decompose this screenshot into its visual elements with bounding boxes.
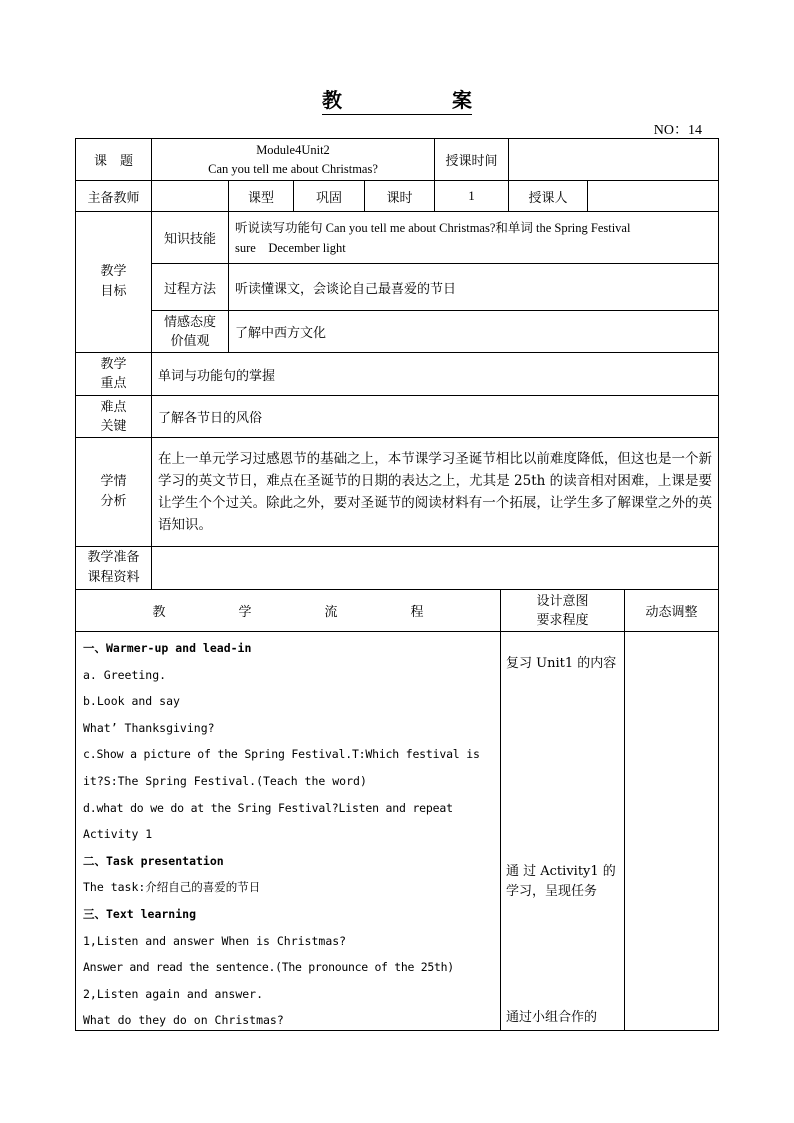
list-item: 二、Task presentation xyxy=(83,853,224,868)
knowledge-line1: 听说读写功能句 Can you tell me about Christmas?和单词 the Spring Festival xyxy=(235,220,631,235)
title-left: 教 xyxy=(322,88,342,112)
page-title xyxy=(0,84,794,115)
list-item: d.what do we do at the Sring Festival?Listen and repeat xyxy=(83,800,453,815)
subject-label: 课 题 xyxy=(93,154,133,169)
difficulty-value: 了解各节日的风俗 xyxy=(158,411,263,426)
list-item: What do they do on Christmas? xyxy=(83,1013,284,1028)
analysis-value: 在上一单元学习过感恩节的基础之上，本节课学习圣诞节相比以前难度降低，但这也是一个新学习的英文节日，难点在圣诞节的日期的表达之上，尤其是 25th 的读音相对困难，上课是要让学生个个过关。除此之外，要对圣诞节的阅读材料有一个拓展，让学生多了解课堂之外的英语知识。 xyxy=(158,451,712,533)
process-header-char-2: 学 xyxy=(238,605,252,620)
prep-label-line1: 教学准备 xyxy=(87,550,140,565)
goals-label-line1: 教学 xyxy=(100,264,127,279)
design-header-line2: 要求程度 xyxy=(536,612,589,628)
emotion-label xyxy=(152,311,228,352)
list-item: c.Show a picture of the Spring Festival.T:Which festival is xyxy=(83,747,480,762)
type-label: 课型 xyxy=(247,190,274,206)
list-item: a. Greeting. xyxy=(83,667,167,682)
focus-value: 单词与功能句的掌握 xyxy=(158,368,276,384)
hours-label: 课时 xyxy=(386,190,413,206)
design-note-3: 通过小组合作的 xyxy=(506,1010,598,1025)
process-header xyxy=(76,590,500,631)
subject-value xyxy=(152,139,434,180)
difficulty-label xyxy=(76,396,151,437)
prep-label xyxy=(76,547,151,589)
type-value: 巩固 xyxy=(315,190,342,206)
process-header-char-1: 教 xyxy=(152,605,166,620)
list-item: What’ Thanksgiving? xyxy=(83,720,215,735)
design-header-line1: 设计意图 xyxy=(536,593,589,609)
time-label: 授课时间 xyxy=(445,154,498,169)
analysis-label-line2: 分析 xyxy=(100,494,127,509)
focus-label-line1: 教学 xyxy=(100,357,127,372)
emotion-label-line2: 价值观 xyxy=(170,333,210,349)
list-item: 一、Warmer-up and lead-in xyxy=(83,641,252,655)
subject-line2: Can you tell me about Christmas? xyxy=(208,161,378,176)
goals-label xyxy=(76,212,151,352)
time-value xyxy=(509,139,718,180)
adjust-header: 动态调整 xyxy=(645,605,698,620)
process-header-char-3: 流 xyxy=(324,605,338,620)
list-item: 2,Listen again and answer. xyxy=(83,986,264,1001)
hours-value: 1 xyxy=(468,188,475,203)
list-item: 三、Text learning xyxy=(83,906,197,921)
difficulty-label-line1: 难点 xyxy=(100,399,127,415)
subject-line1: Module4Unit2 xyxy=(256,142,330,157)
goals-label-line2: 目标 xyxy=(100,284,127,299)
list-item: it?S:The Spring Festival.(Teach the word) xyxy=(83,773,367,788)
prep-label-line2: 课程资料 xyxy=(87,570,140,585)
design-note-2: 通 过 Activity1 的学习，呈现任务 xyxy=(506,864,616,899)
teacher-label: 主备教师 xyxy=(87,190,140,206)
list-item: Answer and read the sentence.(The pronounce of the 25th) xyxy=(83,960,454,975)
list-item: b.Look and say xyxy=(83,694,180,709)
knowledge-line2: sure December light xyxy=(235,240,346,255)
focus-label-line2: 重点 xyxy=(100,376,127,391)
emotion-label-line1: 情感态度 xyxy=(163,314,216,330)
process-header-char-4: 程 xyxy=(410,605,424,620)
design-note-1: 复习 Unit1 的内容 xyxy=(506,656,617,671)
knowledge-label: 知识技能 xyxy=(163,232,216,247)
list-item: The task:介绍自己的喜爱的节日 xyxy=(83,880,261,895)
process-method-label: 过程方法 xyxy=(163,281,216,297)
list-item: 1,Listen and answer When is Christmas? xyxy=(83,933,347,948)
lecturer-label: 授课人 xyxy=(528,190,568,206)
emotion-value: 了解中西方文化 xyxy=(235,326,327,341)
list-item: Activity 1 xyxy=(83,827,153,842)
analysis-label-line1: 学情 xyxy=(100,474,127,489)
knowledge-value xyxy=(229,212,718,263)
analysis-value-cell xyxy=(152,438,718,546)
process-list xyxy=(83,635,495,1034)
difficulty-label-line2: 关键 xyxy=(100,418,127,434)
document-number: NO：14 xyxy=(653,123,702,138)
process-method-value: 听读懂课文，会谈论自己最喜爱的节日 xyxy=(235,281,457,297)
analysis-label xyxy=(76,438,151,546)
focus-label xyxy=(76,353,151,395)
title-right: 案 xyxy=(452,88,472,112)
design-header xyxy=(501,590,624,631)
